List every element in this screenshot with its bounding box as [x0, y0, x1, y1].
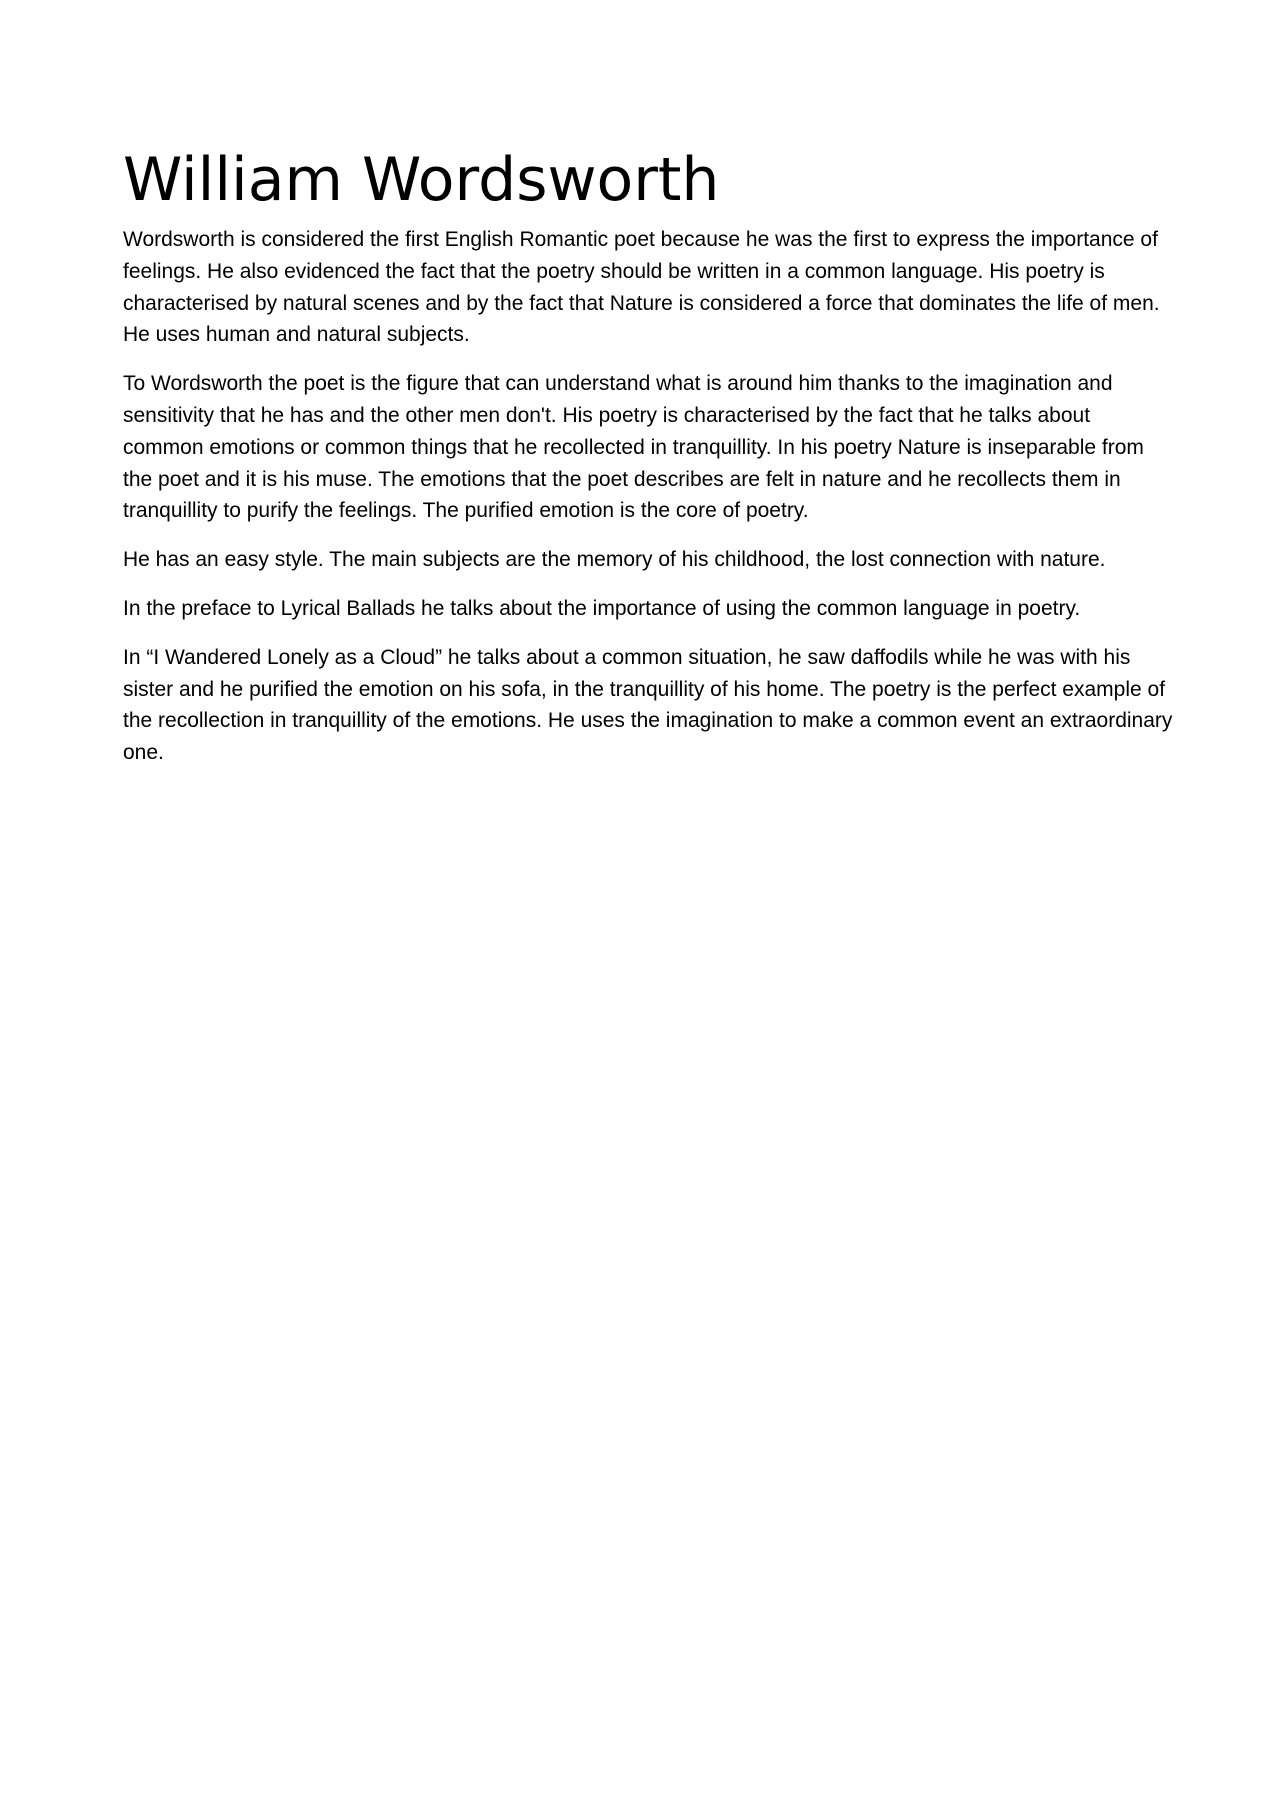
paragraph-poet-role: To Wordsworth the poet is the figure that can understand what is around him thanks to the imagination and sensitivity that he has and the other men don't. His poetry is characterised by the fact that he talks about common emotions or common things that he recollected in tranquillity. In his poetry Nature is inseparable from the poet and it is his muse. The emotions that the poet describes are felt in nature and he recollects them in tranquillity to purify the feelings. The purified emotion is the core of poetry.	[123, 372, 1144, 523]
paragraph-lyrical-ballads: In the preface to Lyrical Ballads he talks about the importance of using the common language in poetry.	[123, 596, 1081, 620]
paragraph-intro: Wordsworth is considered the first English Romantic poet because he was the first to express the importance of feelings. He also evidenced the fact that the poetry should be written in a common language. His poetry is characterised by natural scenes and by the fact that Nature is considered a force that dominates the life of men. He uses human and natural subjects.	[123, 228, 1160, 347]
document-title: William Wordsworth	[123, 145, 720, 215]
paragraph-daffodils: In “I Wandered Lonely as a Cloud” he talks about a common situation, he saw daffodils while he was with his sister and he purified the emotion on his sofa, in the tranquillity of his home. The poetry is the perfect example of the recollection in tranquillity of the emotions. He uses the imagination to make a common event an extraordinary one.	[123, 645, 1173, 765]
document-page	[123, 145, 1173, 786]
paragraph-style: He has an easy style. The main subjects are the memory of his childhood, the lost connection with nature.	[123, 548, 1106, 572]
